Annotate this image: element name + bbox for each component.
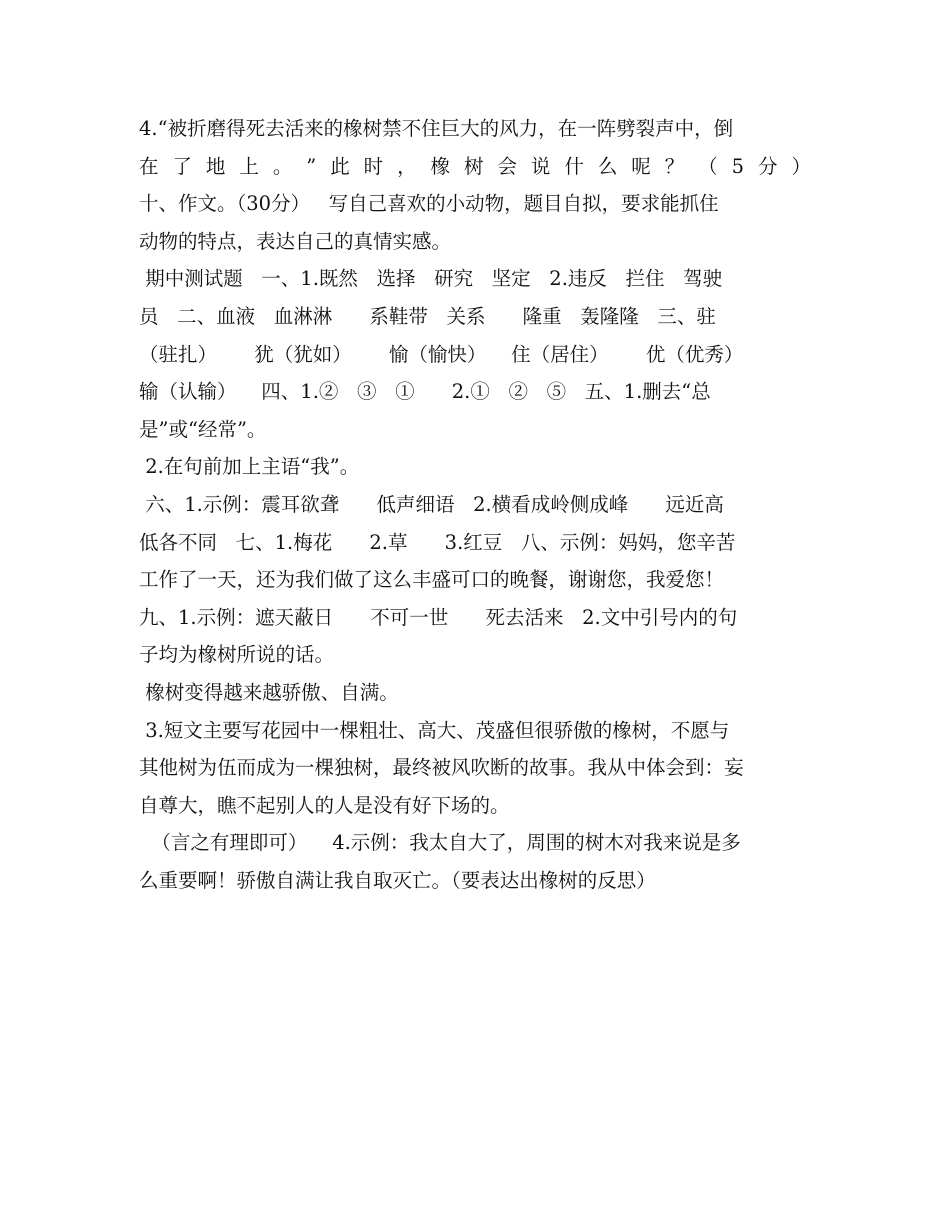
question-4-line-1: 4.“被折磨得死去活来的橡树禁不住巨大的风力，在一阵劈裂声中，倒 xyxy=(139,117,734,140)
answer-line-2: 员 二、血液 血淋淋 系鞋带 关系 隆重 轰隆隆 三、驻 xyxy=(139,304,716,328)
justified-char: 分 xyxy=(757,154,778,178)
document-page xyxy=(139,110,811,899)
justified-char: 么 xyxy=(597,154,618,178)
answer-line-1: 期中测试题 一、1.既然 选择 研究 坚定 2.违反 拦住 驾驶 xyxy=(139,267,723,291)
justified-char: 橡 xyxy=(430,154,451,178)
answer-line-10: 九、1.示例：遮天蔽日 不可一世 死去活来 2.文中引号内的句 xyxy=(139,605,738,629)
justified-char: 了 xyxy=(172,154,192,178)
justified-char: （ xyxy=(698,154,718,178)
answer-line-7: 六、1.示例：震耳欲聋 低声细语 2.横看成岭侧成峰 远近高 xyxy=(139,492,724,516)
answer-line-5: 是”或“经常”。 xyxy=(139,417,267,441)
justified-char: 5 xyxy=(731,154,745,178)
justified-char: 此 xyxy=(330,154,350,178)
justified-char: 上 xyxy=(239,154,259,178)
justified-char: 时 xyxy=(363,154,384,178)
answer-line-11: 子均为橡树所说的话。 xyxy=(139,643,335,667)
justified-char: 树 xyxy=(464,154,484,178)
justified-char: 说 xyxy=(530,154,551,178)
answer-line-3: （驻扎） 犹（犹如） 愉（愉快） 住（居住） 优（优秀） xyxy=(139,342,744,366)
composition-line-2: 动物的特点，表达自己的真情实感。 xyxy=(139,229,452,253)
justified-char: ？ xyxy=(664,154,685,178)
answer-line-16: （言之有理即可） 4.示例：我太自大了，周围的树木对我来说是多 xyxy=(139,831,741,855)
justified-char: 在 xyxy=(139,154,159,178)
answer-line-9: 工作了一天，还为我们做了这么丰盛可口的晚餐，谢谢您，我爱您！ xyxy=(139,568,725,592)
justified-char: 什 xyxy=(564,154,584,178)
answer-line-4: 输（认输） 四、1.② ③ ① 2.① ② ⑤ 五、1.删去“总 xyxy=(139,380,711,404)
answer-line-12: 橡树变得越来越骄傲、自满。 xyxy=(139,680,399,704)
composition-line-1: 十、作文。（30分） 写自己喜欢的小动物，题目自拟，要求能抓住 xyxy=(139,192,719,216)
answer-line-17: 么重要啊！骄傲自满让我自取灭亡。（要表达出橡树的反思） xyxy=(139,868,656,892)
justified-char: 会 xyxy=(497,154,517,178)
answer-line-13: 3.短文主要写花园中一棵粗壮、高大、茂盛但很骄傲的橡树，不愿与 xyxy=(139,718,730,742)
justified-char: ， xyxy=(397,154,417,178)
justified-char: ） xyxy=(791,154,811,178)
answer-line-14: 其他树为伍而成为一棵独树，最终被风吹断的故事。我从中体会到：妄 xyxy=(139,756,744,780)
justified-char: 呢 xyxy=(631,154,651,178)
answer-line-8: 低各不同 七、1.梅花 2.草 3.红豆 八、示例：妈妈，您辛苦 xyxy=(139,530,736,554)
answer-line-15: 自尊大，瞧不起别人的人是没有好下场的。 xyxy=(139,793,510,817)
justified-char: ” xyxy=(306,154,317,178)
answer-line-6: 2.在句前加上主语“我”。 xyxy=(139,455,360,479)
justified-char: 。 xyxy=(272,154,293,178)
question-4-line-2 xyxy=(139,148,811,186)
justified-char: 地 xyxy=(205,154,226,178)
